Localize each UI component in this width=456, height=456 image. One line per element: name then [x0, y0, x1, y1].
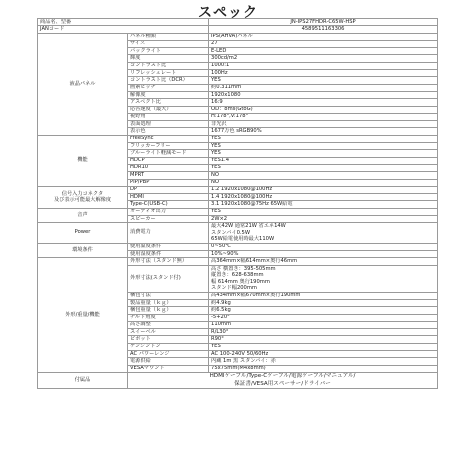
table-row: [38, 208, 438, 215]
spec-value: H:178°,V:178°: [209, 113, 438, 120]
section-category: 環境条件: [38, 243, 128, 258]
spec-value: [209, 223, 438, 244]
spec-value: YES: [209, 135, 438, 142]
spec-value: NO: [209, 179, 438, 186]
accessories-cell: [128, 372, 438, 388]
spec-value: 1.2 1920x1080@100Hz: [209, 186, 438, 193]
table-row: [38, 372, 438, 388]
spec-key: 画素ピッチ: [128, 84, 209, 91]
table-row: [38, 223, 438, 244]
spec-key: HDCP: [128, 157, 209, 164]
spec-value: YES: [209, 143, 438, 150]
spec-value: NO: [209, 172, 438, 179]
header-value: JN-IPS27FHDR-C65W-HSP: [209, 19, 438, 26]
spec-key: コントラスト比（DCR）: [128, 77, 209, 84]
spec-value: 非光沢: [209, 121, 438, 128]
spec-key: VESAマウント: [128, 365, 209, 372]
spec-key: 使用温度条件: [128, 243, 209, 250]
table-row: [38, 135, 438, 142]
header-key: 商品名、型番: [38, 19, 209, 26]
spec-value: 2W×2: [209, 216, 438, 223]
cell-line: 最大42W 通常21W 省エネ14W: [211, 223, 286, 230]
spec-key: 解像度: [128, 91, 209, 98]
spec-value: -5+20°: [209, 314, 438, 321]
spec-key: リフレッシュレート: [128, 70, 209, 77]
spec-key: スピーカー: [128, 216, 209, 223]
spec-key: 使用湿度条件: [128, 251, 209, 258]
cell-line: 縦置き：628-638mm: [211, 272, 264, 279]
spec-value: 約6.5kg: [209, 307, 438, 314]
cell-line: 高さ 横置き：395-505mm: [211, 265, 276, 272]
spec-key: ブルーライト軽減モード: [128, 150, 209, 157]
section-category: 外形/重量/機能: [38, 258, 128, 373]
spec-key: チルト角度: [128, 314, 209, 321]
table-row: [38, 186, 438, 193]
cell-line: スタンバイ0.5W: [211, 229, 250, 236]
cell-line: 65W給電使用時最大110W: [211, 236, 275, 243]
section-category: [38, 186, 128, 208]
spec-value: 約4.9kg: [209, 300, 438, 307]
spec-key: FreeSync: [128, 135, 209, 142]
spec-key: HDR10: [128, 164, 209, 171]
table-row: [38, 33, 438, 40]
spec-key: 梱包寸法: [128, 292, 209, 299]
spec-value: 300cd/m2: [209, 55, 438, 62]
spec-key: HDMI: [128, 194, 209, 201]
spec-value: YES: [209, 164, 438, 171]
spec-key: ピボット: [128, 336, 209, 343]
spec-value: 10%~90%: [209, 251, 438, 258]
spec-key: スイーベル: [128, 329, 209, 336]
section-category: Power: [38, 223, 128, 244]
spec-value: 0~50℃: [209, 243, 438, 250]
spec-value: R/L30°: [209, 329, 438, 336]
spec-value: YES: [209, 150, 438, 157]
spec-key: 外形寸法（スタンド無）: [128, 258, 209, 265]
section-category: 音声: [38, 208, 128, 223]
spec-table-body: [38, 19, 438, 389]
header-value: 4589511163306: [209, 26, 438, 33]
cell-line: HDMIケーブル/Type-Cケーブル/電源ケーブル/マニュアル/: [209, 372, 356, 379]
spec-value: 高434mm×幅670mm×奥行190mm: [209, 292, 438, 299]
spec-value: 高364mm×幅614mm×奥行46mm: [209, 258, 438, 265]
spec-key: パネル種類: [128, 33, 209, 40]
spec-key: 電源供給: [128, 358, 209, 365]
table-row: [38, 26, 438, 33]
spec-value: 内蔵 1m 黒 スタンバイ：赤: [209, 358, 438, 365]
spec-key: 梱包重量（ｋｇ）: [128, 307, 209, 314]
spec-value: R90°: [209, 336, 438, 343]
spec-key: コントラスト比: [128, 62, 209, 69]
spec-key: PIP/PBP: [128, 179, 209, 186]
spec-key: 外形寸法(スタンド付): [128, 265, 209, 292]
spec-key: Type-C(USB-C): [128, 201, 209, 208]
spec-value: 100Hz: [209, 70, 438, 77]
spec-value: YES1.4: [209, 157, 438, 164]
spec-value: 75x75mm(M4x8mm): [209, 365, 438, 372]
spec-value: YES: [209, 208, 438, 215]
spec-value: AC 100-240V 50/60Hz: [209, 351, 438, 358]
cell-line: スタンド幅200mm: [211, 285, 257, 292]
spec-key: オーディオ出力: [128, 208, 209, 215]
spec-key: 高さ調整: [128, 321, 209, 328]
spec-key: ケンジントン: [128, 343, 209, 350]
spec-key: 消費電力: [128, 223, 209, 244]
spec-key: サイズ: [128, 40, 209, 47]
spec-value: [209, 265, 438, 292]
table-row: [38, 243, 438, 250]
spec-key: アスペクト比: [128, 99, 209, 106]
spec-key: 応答速度（最大）: [128, 106, 209, 113]
cell-line: 幅 614mm 奥行190mm: [211, 278, 270, 285]
spec-key: 輝度: [128, 55, 209, 62]
spec-key: DP: [128, 186, 209, 193]
table-row: [38, 19, 438, 26]
spec-key: 表示色: [128, 128, 209, 135]
spec-value: 1677万色 sRGB90%: [209, 128, 438, 135]
spec-value: 1.4 1920x1080@100Hz: [209, 194, 438, 201]
section-category: 付属品: [38, 372, 128, 388]
spec-key: 製品重量（ｋｇ）: [128, 300, 209, 307]
spec-key: MPRT: [128, 172, 209, 179]
header-key: JANコード: [38, 26, 209, 33]
spec-value: 約0.311mm: [209, 84, 438, 91]
spec-table: [37, 18, 438, 389]
spec-value: 110mm: [209, 321, 438, 328]
spec-value: IPS(AHVA)パネル: [209, 33, 438, 40]
page-title: スペック: [198, 5, 258, 21]
cell-line: 及び表示可能最大解像度: [53, 197, 112, 204]
spec-value: 3.1 1920x1080@75Hz 65W給電: [209, 201, 438, 208]
section-category: 機能: [38, 135, 128, 186]
spec-value: YES: [209, 77, 438, 84]
section-category: 液晶パネル: [38, 33, 128, 135]
spec-key: バックライト: [128, 48, 209, 55]
cell-line: 信号入力コネクタ: [61, 190, 104, 197]
table-row: [38, 258, 438, 265]
spec-value: 1000:1: [209, 62, 438, 69]
spec-key: フリッカーフリー: [128, 143, 209, 150]
spec-key: 視野角: [128, 113, 209, 120]
spec-key: 表面処理: [128, 121, 209, 128]
spec-value: OD：8ms(GtoG): [209, 106, 438, 113]
cell-line: 保証書/VESA用スペーサー/ドライバー: [234, 380, 331, 387]
spec-value: 16:9: [209, 99, 438, 106]
spec-value: YES: [209, 343, 438, 350]
spec-value: 1920x1080: [209, 91, 438, 98]
spec-value: E-LED: [209, 48, 438, 55]
spec-key: AC パワーレンジ: [128, 351, 209, 358]
spec-value: 27: [209, 40, 438, 47]
